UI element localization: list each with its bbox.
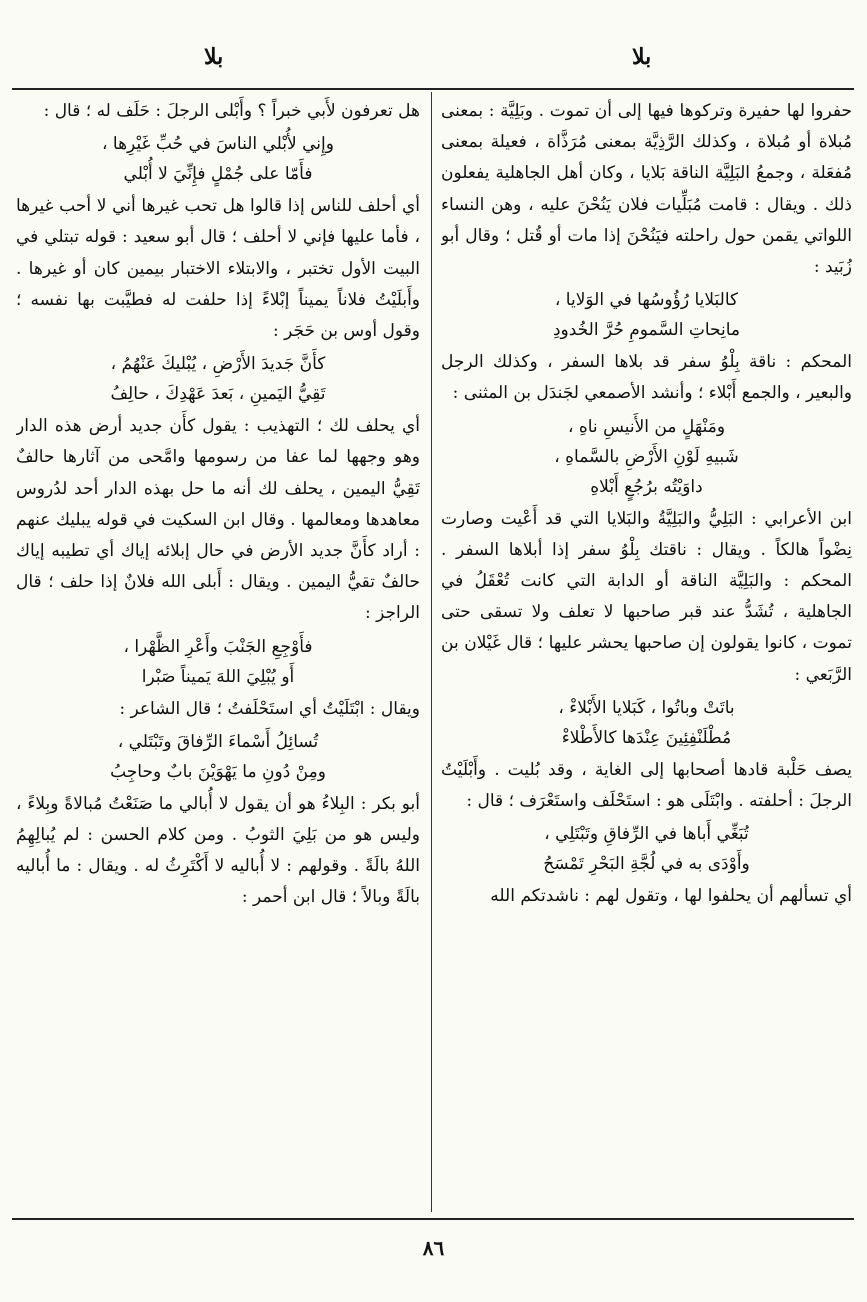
page-number: ٨٦ <box>422 1236 445 1260</box>
verse-line: فأَمّا على جُمْلٍ فإِنِّيَ لا أُبْلي <box>123 164 313 185</box>
verse-line: أَو يُبْلِيَ اللهَ يَميناً صَبْرا <box>141 666 295 687</box>
verse <box>441 412 852 502</box>
paragraph: هل تعرفون لأَبي خبراً ؟ وأَبْلى الرجلَ : حَلَف له ؛ قال : <box>43 101 420 121</box>
verse <box>441 819 852 879</box>
paragraph: حفروا لها حفيرة وتركوها فيها إلى أن تموت . وبَلِيَّة : بمعنى مُبلاة أو مُبلاة ، وكذلك الرَّذِيَّة بمعنى مُرَذَّاة ، فعيلة بمعنى مُفعَلة ، وجمعُ البَلِيَّة الناقة بَلايا ، وكان أهل الجاهلية يفعلون ذلك . ويقال : قامت مُبَلِّيات فلان يَنُحْنَ عليه ، وهن النساء اللواتي يقمن حول راحلته فيَنُحْنَ إذا مات أو قُتل ؛ وقال أبو زُبَيد : <box>441 101 852 278</box>
paragraph: المحكم : ناقة بِلْوُ سفر قد بلاها السفر ، وكذلك الرجل والبعير ، والجمع أَبْلاء ؛ وأنشد الأصمعي لجَندَل بن المثنى : <box>441 352 852 404</box>
paragraph: أي يحلف لك ؛ التهذيب : يقول كأَن جديد أرض هذه الدار وهو وجهها لما عفا من رسومها وامَّحى من آثارها حالفٌ تَقِيُّ اليمين ، يحلف لك أنه ما حل بهذه الدار أحد لدُروس معاهدها ومعالمها . وقال ابن السكيت في قوله يبليك عنهم : أراد كأَنَّ جديد الأرض في حال إبلائه إياك أي تطيبه إياك حالفٌ تقيُّ اليمين . ويقال : أَبلى الله فلانٌ إذا حلف ؛ قال الراجز : <box>16 416 420 624</box>
verse-line: شَبيهِ لَوْنِ الأَرْضِ بالسَّماهِ ، <box>554 446 739 467</box>
verse-line: وإِني لأُبْلي الناسَ في حُبِّ غَيْرِها ، <box>102 134 334 155</box>
verse <box>16 632 420 692</box>
verse-line: تَقِيُّ اليَمينِ ، بَعدَ عَهْدِكَ ، حالِفُ <box>110 384 326 405</box>
paragraph: ابن الأعرابي : البَلِيُّ والبَلِيَّةُ والبَلايا التي قد أَعْيت وصارت نِضْواً هالكاً . ويقال : ناقتك بِلْوُ سفر إذا أبلاها السفر . المحكم : والبَلِيَّة الناقة أو الدابة التي كانت تُعْقَلُ في الجاهلية ، تُشَدُّ عند قبر صاحبها لا تعلف ولا تسقى حتى تموت ، كانوا يقولون إن صاحبها يحشر عليها ؛ قال غَيْلان بن الرَّبَعي : <box>441 508 852 685</box>
verse <box>16 349 420 409</box>
verse-line: كالبَلايا رُؤُوسُها في الوَلايا ، <box>554 290 739 311</box>
paragraph: يصف حَلْبة قادها أصحابها إلى الغاية ، وقد بُليت . وأَبْلَيْتُ الرجلَ : أحلفته . وابْتَلَى هو : استَحْلَف واستَعْرَف ؛ قال : <box>441 759 852 812</box>
left-column <box>16 96 420 1210</box>
verse <box>441 693 852 753</box>
verse-line: ومِنْ دُونِ ما يَهْوَيْنَ بابٌ وحاجِبُ <box>110 761 326 782</box>
verse-line: وأَوْدَى به في لُجَّةِ البَحْرِ تَمْسَحُ <box>543 854 750 875</box>
paragraph: أبو بكر : البِلاءُ هو أن يقول لا أُبالي ما صَنَعْتُ مُبالاةً وبِلاءً ، وليس هو من بَلِيَ الثوبُ . ومن كلام الحسن : لم يُبالِهِمُ اللهُ بالَةً . وقولهم : لا أُباليه لا أَكْتَرِثُ له . ويقال : ما أُباليه بالَةً وبالاً ؛ قال ابن أحمر : <box>16 793 420 908</box>
verse-line: تُسائِلُ أَسْماءَ الرِّفاقَ وتَبْتَلي ، <box>117 731 319 752</box>
verse-line: داوَيْتُه برُجُعٍ أَبْلاهِ <box>590 476 703 497</box>
right-header-word: بلا <box>632 44 652 70</box>
left-header-word: بلا <box>204 44 224 70</box>
bottom-rule <box>12 1218 854 1220</box>
verse <box>441 285 852 345</box>
verse <box>16 727 420 787</box>
verse-line: مانِحاتِ السَّمومِ حُرَّ الخُدودِ <box>552 320 741 341</box>
verse-line: تُبَغِّي أَباها في الرِّفاقِ وتَبْتَلِي ، <box>544 824 749 845</box>
verse-line: مُطْلَنْفِئِينَ عِنْدَها كالأَطْلاءْ <box>561 727 732 748</box>
verse-line: كأَنَّ جَديدَ الأَرْضِ ، يُبْليكَ عَنْهُمُ ، <box>110 354 326 375</box>
paragraph: ويقال : ابْتَلَيْتُ أي استَحْلَفتُ ؛ قال الشاعر : <box>119 698 420 719</box>
column-divider <box>431 92 432 1212</box>
right-column <box>441 96 852 1210</box>
paragraph: أي تسألهم أن يحلفوا لها ، وتقول لهم : ناشدتكم الله <box>490 886 852 907</box>
verse-line: باتَتْ وباتُوا ، كَبَلايا الأَبْلاءْ ، <box>558 697 735 718</box>
top-rule <box>12 88 854 90</box>
verse-line: ومَنْهَلٍ من الأَنيسِ ناهِ ، <box>567 416 726 437</box>
verse <box>16 129 420 189</box>
verse-line: فأَوْجِعِ الجَنْبَ وأَعْرِ الظَّهْرا ، <box>123 636 313 657</box>
paragraph: أي أحلف للناس إذا قالوا هل تحب غيرها أني لا أحب غيرها ، فأما عليها فإني لا أحلف ؛ قال أبو سعيد : قوله تبتلي في البيت الأول تختبر ، والابتلاء الاختبار بيمين كان أو غيرها . وأَبلَيْتُ فلاناً يميناً إبْلاءً إذا حلفت له فطيَّبت بها نفسه ؛ وقول أوس بن حَجَر : <box>16 196 420 342</box>
